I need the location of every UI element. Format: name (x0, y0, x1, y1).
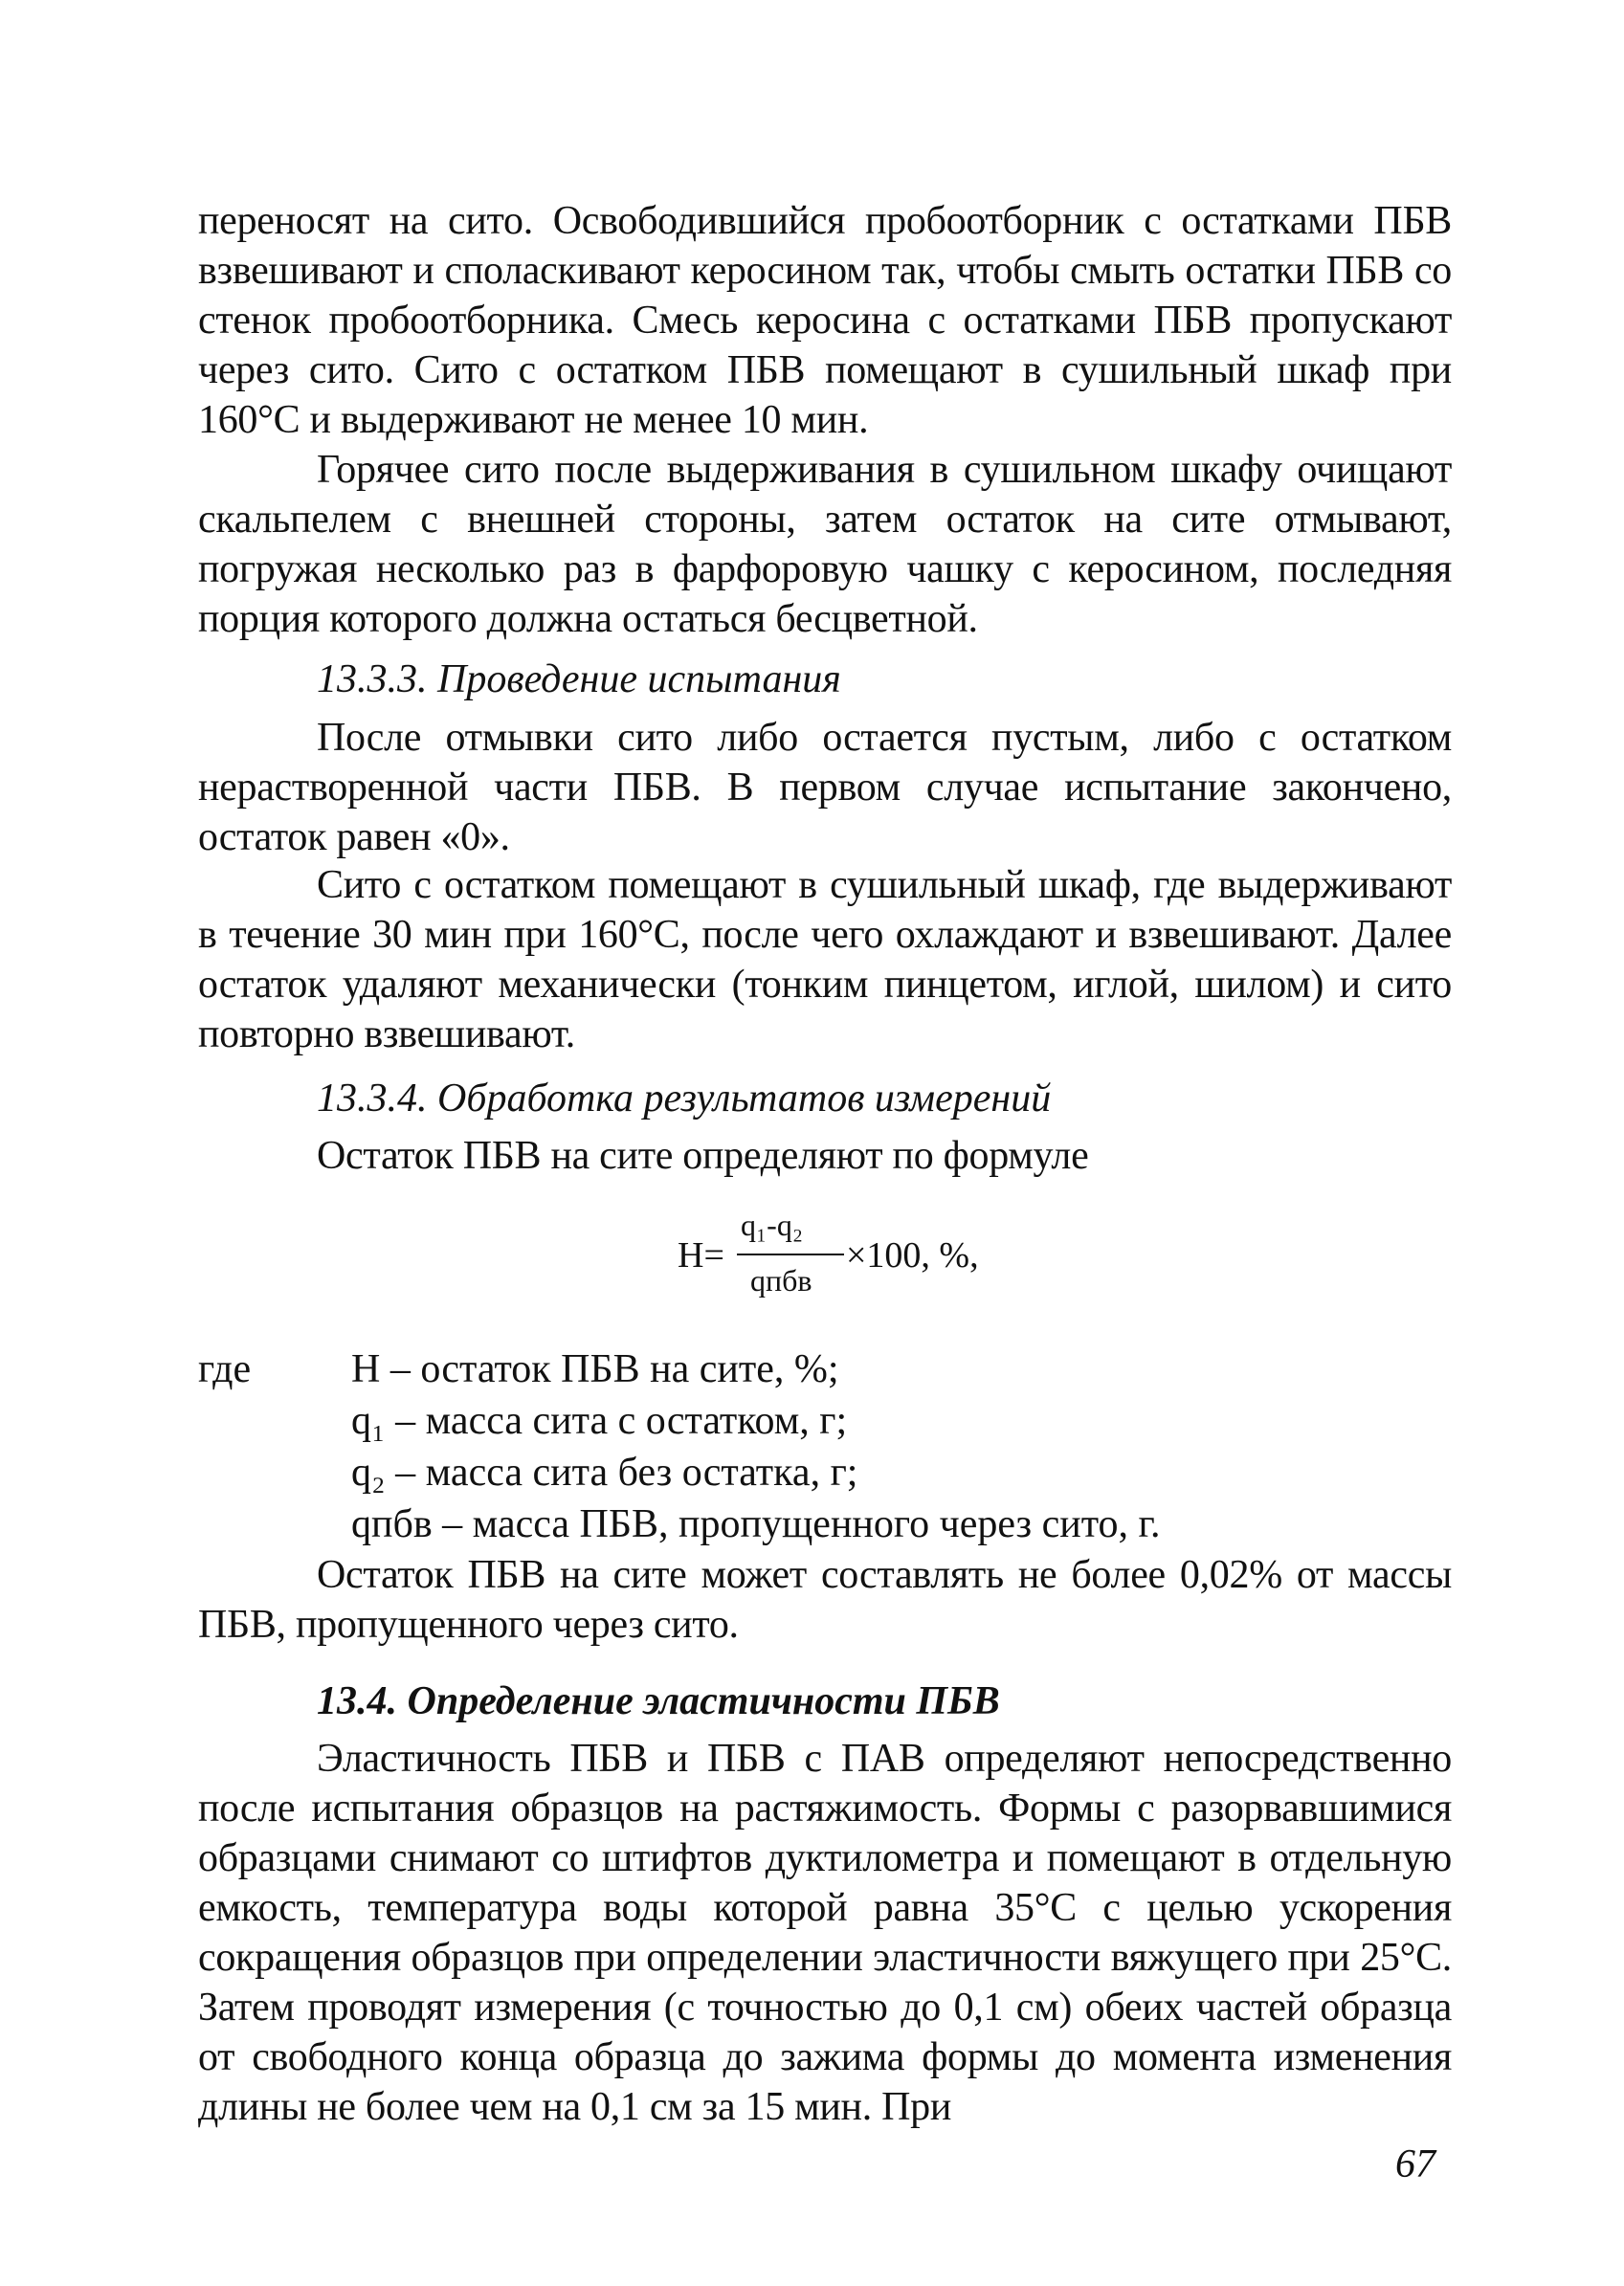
residue-formula (678, 1208, 1003, 1322)
legend-row: q₁ – масса сита с остатком, г; (351, 1399, 848, 1443)
formula-denominator: qпбв (750, 1263, 812, 1298)
legend-where-label: где (198, 1347, 252, 1391)
section-heading-13-4: 13.4. Определение эластичности ПБВ (317, 1679, 1000, 1723)
formula-numerator: q₁-q₂ (741, 1208, 803, 1242)
page-number: 67 (1395, 2142, 1435, 2186)
paragraph-7 (198, 1734, 1452, 2132)
paragraph-text: После отмывки сито либо остается пустым, либо с остатком нерастворенной части ПБВ. В первом случае испытание закончено, остаток равен «0». (198, 716, 1452, 859)
paragraph-3 (198, 713, 1452, 862)
formula-rhs: ×100, %, (846, 1235, 979, 1276)
paragraph-6 (198, 1550, 1452, 1650)
section-heading-13-3-3: 13.3.3. Проведение испытания (317, 657, 841, 701)
paragraph-text: переносят на сито. Освободившийся пробоотборник с остатками ПБВ взвешивают и споласкивают керосином так, чтобы смыть остатки ПБВ со стенок пробоотборника. Смесь керосина с остатками ПБВ пропускают через сито. Сито с остатком ПБВ помещают в сушильный шкаф при 160°С и выдерживают не менее 10 мин. (198, 199, 1452, 442)
legend-row: qпбв – масса ПБВ, пропущенного через сито, г. (351, 1502, 1161, 1546)
legend-row: q₂ – масса сита без остатка, г; (351, 1451, 858, 1495)
paragraph-5 (198, 1131, 1452, 1181)
formula-lhs: Н= (678, 1235, 724, 1276)
section-heading-13-3-4: 13.3.4. Обработка результатов измерений (317, 1076, 1052, 1121)
paragraph-text: Горячее сито после выдерживания в сушильном шкафу очищают скальпелем с внешней стороны, затем остаток на сите отмывают, погружая несколько раз в фарфоровую чашку с керосином, последняя порция которого должна остаться бесцветной. (198, 448, 1452, 641)
paragraph-text: Остаток ПБВ на сите определяют по формуле (317, 1134, 1089, 1178)
paragraph-text: Остаток ПБВ на сите может составлять не более 0,02% от массы ПБВ, пропущенного через сито. (198, 1553, 1452, 1647)
legend-row: Н – остаток ПБВ на сите, %; (351, 1347, 839, 1391)
paragraph-2 (198, 445, 1452, 644)
paragraph-1 (198, 196, 1452, 445)
paragraph-text: Эластичность ПБВ и ПБВ с ПАВ определяют непосредственно после испытания образцов на растяжимость. Формы с разорвавшимися образцами снимают со штифтов дуктилометра и помещают в отдельную емкость, температура воды которой равна 35°С с целью ускорения сокращения образцов при определении эластичности вяжущего при 25°С. Затем проводят измерения (с точностью до 0,1 см) обеих частей образца от свободного конца образца до зажима формы до момента изменения длины не более чем на 0,1 см за 15 мин. При (198, 1737, 1452, 2129)
paragraph-4 (198, 860, 1452, 1059)
formula-fraction-bar (737, 1254, 844, 1255)
paragraph-text: Сито с остатком помещают в сушильный шкаф, где выдерживают в течение 30 мин при 160°С, после чего охлаждают и взвешивают. Далее остаток удаляют механически (тонким пинцетом, иглой, шилом) и сито повторно взвешивают. (198, 863, 1452, 1056)
